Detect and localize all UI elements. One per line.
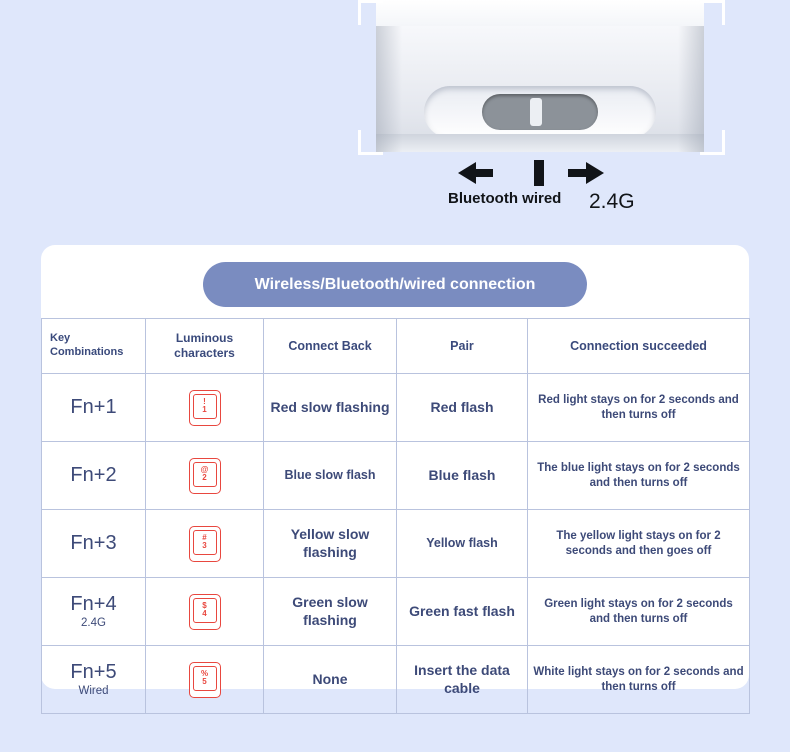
- keycap-symbol: %: [200, 668, 209, 678]
- card-title: Wireless/Bluetooth/wired connection: [203, 262, 587, 307]
- frame-corner-bottom-right: [700, 130, 725, 155]
- combo-label: Fn+1: [70, 395, 117, 418]
- cell-key-combination: [42, 374, 146, 442]
- connection-card: [41, 245, 749, 698]
- table-header-row: [42, 319, 750, 374]
- keycap-symbol: !: [203, 396, 206, 406]
- cell-pair: Green fast flash: [397, 578, 528, 646]
- column-header-pair: Pair: [397, 319, 528, 374]
- cell-connection-succeeded: The yellow light stays on for 2 seconds and then goes off: [528, 510, 750, 578]
- keycap-icon: [189, 526, 221, 562]
- cell-pair: Yellow flash: [397, 510, 528, 578]
- keycap-number: 5: [202, 677, 207, 686]
- twofourg-label: 2.4G: [589, 190, 635, 213]
- switch-center-icon: [534, 160, 544, 186]
- keycap-number: 1: [202, 405, 207, 414]
- combo-label: Fn+3: [70, 531, 117, 554]
- cell-connection-succeeded: Red light stays on for 2 seconds and then turns off: [528, 374, 750, 442]
- cell-key-combination: [42, 510, 146, 578]
- column-header-key-combinations: Key Combinations: [42, 319, 146, 374]
- table-row: [42, 646, 750, 714]
- cell-key-combination: [42, 646, 146, 714]
- arrow-right-tail-icon: [568, 169, 586, 177]
- frame-corner-bottom-left: [358, 130, 383, 155]
- keycap-icon: [189, 458, 221, 494]
- product-photo: [358, 0, 722, 160]
- keycap-symbol: #: [202, 532, 207, 542]
- keycap-icon: [189, 390, 221, 426]
- cell-luminous-character: [146, 510, 264, 578]
- direction-indicator-row: [440, 158, 670, 190]
- table-row: [42, 374, 750, 442]
- combo-sub-label: 2.4G: [81, 617, 106, 630]
- combo-label: Fn+2: [70, 463, 117, 486]
- keyboard-bottom-edge: [376, 134, 704, 152]
- switch-track: [482, 94, 598, 130]
- table-row: [42, 510, 750, 578]
- cell-connect-back: Green slow flashing: [264, 578, 397, 646]
- combo-label: Fn+5: [70, 661, 117, 684]
- arrow-left-icon: [458, 162, 476, 184]
- keyboard-body: [376, 26, 704, 152]
- table-row: [42, 578, 750, 646]
- cell-connect-back: Yellow slow flashing: [264, 510, 397, 578]
- cell-luminous-character: [146, 442, 264, 510]
- cell-connect-back: None: [264, 646, 397, 714]
- column-header-connection-succeeded: Connection succeeded: [528, 319, 750, 374]
- keycap-symbol: @: [200, 464, 209, 474]
- keycap-symbol: $: [202, 600, 207, 610]
- cell-connect-back: Red slow flashing: [264, 374, 397, 442]
- cell-key-combination: [42, 442, 146, 510]
- keyboard-switch-closeup-image: [376, 0, 704, 152]
- frame-corner-top-left: [358, 0, 383, 25]
- switch-knob: [530, 98, 542, 126]
- switch-recess: [424, 86, 656, 138]
- cell-connect-back: Blue slow flash: [264, 442, 397, 510]
- bluetooth-wired-label: Bluetooth wired: [448, 190, 562, 207]
- column-header-luminous-characters: Luminous characters: [146, 319, 264, 374]
- cell-connection-succeeded: Green light stays on for 2 seconds and then turns off: [528, 578, 750, 646]
- connection-table: [41, 318, 750, 714]
- column-header-connect-back: Connect Back: [264, 319, 397, 374]
- cell-luminous-character: [146, 374, 264, 442]
- combo-sub-label: Wired: [78, 685, 109, 698]
- keycap-icon: [189, 594, 221, 630]
- cell-luminous-character: [146, 646, 264, 714]
- keyboard-top-panel: [376, 0, 704, 27]
- keycap-icon: [189, 662, 221, 698]
- table-row: [42, 442, 750, 510]
- arrow-right-icon: [586, 162, 604, 184]
- keycap-number: 3: [202, 541, 207, 550]
- keycap-number: 2: [202, 473, 207, 482]
- arrow-left-tail-icon: [475, 169, 493, 177]
- frame-corner-top-right: [700, 0, 725, 25]
- cell-pair: Blue flash: [397, 442, 528, 510]
- cell-pair: Red flash: [397, 374, 528, 442]
- cell-luminous-character: [146, 578, 264, 646]
- cell-connection-succeeded: White light stays on for 2 seconds and then turns off: [528, 646, 750, 714]
- combo-label: Fn+4: [70, 593, 117, 616]
- cell-pair: Insert the data cable: [397, 646, 528, 714]
- cell-connection-succeeded: The blue light stays on for 2 seconds and then turns off: [528, 442, 750, 510]
- keycap-number: 4: [202, 609, 207, 618]
- cell-key-combination: [42, 578, 146, 646]
